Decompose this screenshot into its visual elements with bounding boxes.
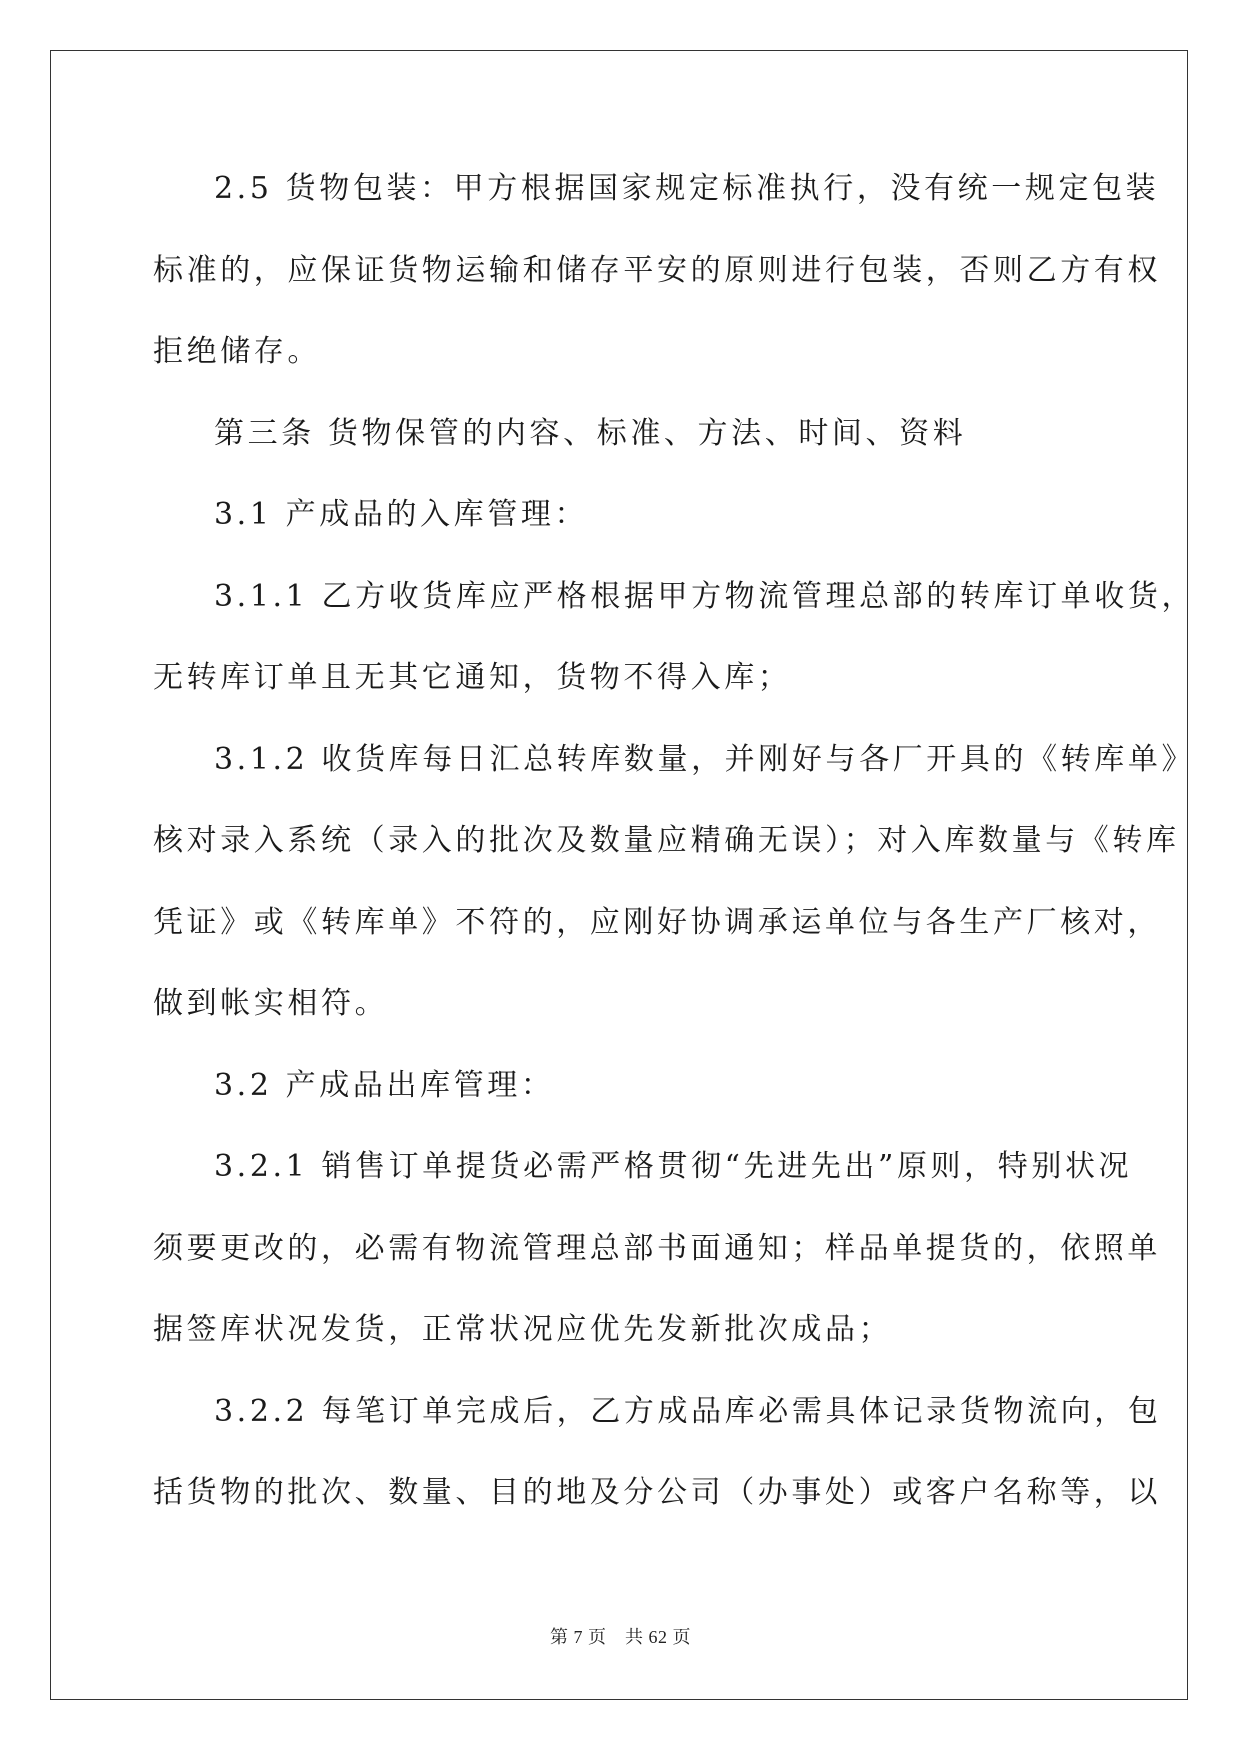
paragraph-line: 核对录入系统（录入的批次及数量应精确无误）；对入库数量与《转库 bbox=[153, 823, 1180, 858]
paragraph-line: 无转库订单且无其它通知，货物不得入库； bbox=[153, 660, 792, 695]
section-heading: 第三条 货物保管的内容、标准、方法、时间、资料 bbox=[214, 415, 967, 451]
page-number: 第 7 页 共 62 页 bbox=[550, 1627, 691, 1647]
paragraph-line: 据签库状况发货，正常状况应优先发新批次成品； bbox=[153, 1312, 893, 1347]
subsection-heading: 3.1 产成品的入库管理： bbox=[214, 497, 589, 532]
paragraph-line: 2.5 货物包装：甲方根据国家规定标准执行，没有统一规定包装 bbox=[214, 171, 1160, 206]
paragraph-line: 3.1.2 收货库每日汇总转库数量，并刚好与各厂开具的《转库单》 bbox=[214, 741, 1196, 777]
paragraph-line: 凭证》或《转库单》不符的，应刚好协调承运单位与各生产厂核对， bbox=[153, 904, 1161, 940]
subsection-heading: 3.2 产成品出库管理： bbox=[214, 1067, 555, 1103]
paragraph-line: 标准的，应保证货物运输和储存平安的原则进行包装，否则乙方有权 bbox=[153, 252, 1161, 288]
paragraph-line: 括货物的批次、数量、目的地及分公司（办事处）或客户名称等，以 bbox=[153, 1475, 1161, 1510]
paragraph-line: 3.2.2 每笔订单完成后，乙方成品库必需具体记录货物流向，包 bbox=[214, 1393, 1162, 1429]
paragraph-line: 拒绝储存。 bbox=[153, 334, 321, 369]
paragraph-line: 做到帐实相符。 bbox=[153, 986, 389, 1021]
paragraph-line: 3.1.1 乙方收货库应严格根据甲方物流管理总部的转库订单收货， bbox=[214, 578, 1196, 614]
document-body bbox=[153, 160, 1196, 1546]
paragraph-line: 3.2.1 销售订单提货必需严格贯彻“先进先出”原则，特别状况 bbox=[214, 1149, 1133, 1184]
paragraph-line: 须要更改的，必需有物流管理总部书面通知；样品单提货的，依照单 bbox=[153, 1230, 1161, 1266]
